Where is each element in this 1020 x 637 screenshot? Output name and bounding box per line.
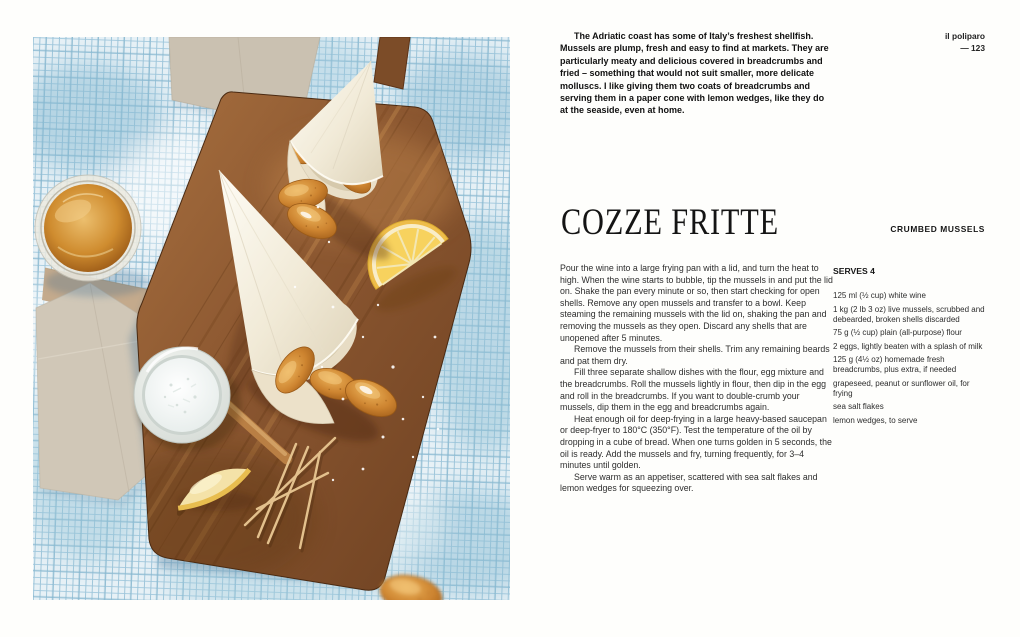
ingredient-item: sea salt flakes (833, 402, 884, 411)
method-paragraph: Serve warm as an appetiser, scattered with sea salt flakes and lemon wedges for squeezing over. (560, 471, 818, 494)
method-paragraph: Remove the mussels from their shells. Trim any remaining beards and pat them dry. (560, 344, 830, 366)
running-head-title: il poliparo (944, 31, 985, 41)
page-number: — 123 (960, 42, 985, 53)
ingredient-item: 1 kg (2 lb 3 oz) live mussels, scrubbed and debearded, broken shells discarded (833, 304, 985, 324)
serves-label: SERVES 4 (833, 266, 875, 276)
ingredients-list (833, 291, 989, 429)
method-steps (560, 263, 833, 495)
recipe-intro: The Adriatic coast has some of Italy’s freshest shellfish. Mussels are plump, fresh and easy to find at markets. They are particularly meaty and delicious covered in breadcrumbs and fried – something that would not suit smaller, more delicate molluscs. I like giving them two coats of breadcrumbs and serving them in a paper cone with lemon wedges, like they do at the seaside, even at home. (560, 31, 829, 116)
method-paragraph: Heat enough oil for deep-frying in a large heavy-based saucepan or deep-fryer to 180°C (350°F). Test the temperature of the oil by dropping in a cube of bread. When one turns golden in 5 seconds, the oil is ready. Add the mussels and fry, turning frequently, for 3–4 minutes until golden. (560, 413, 832, 471)
recipe-photo-illustration (33, 37, 510, 600)
recipe-subtitle: CRUMBED MUSSELS (890, 224, 985, 234)
ingredient-item: 75 g (½ cup) plain (all-purpose) flour (833, 328, 962, 337)
ingredient-item: 125 g (4½ oz) homemade fresh breadcrumbs, plus extra, if needed (833, 355, 957, 374)
recipe-title: COZZE FRITTE (561, 202, 779, 243)
ingredient-item: grapeseed, peanut or sunflower oil, for frying (833, 378, 970, 398)
method-paragraph: Fill three separate shallow dishes with the flour, egg mixture and the breadcrumbs. Roll the mussels lightly in flour, then dip in the egg and roll in the breadcrumbs. If you want to double-crumb your mussels, dip them in the egg and breadcrumbs again. (560, 367, 827, 413)
ingredient-item: 2 eggs, lightly beaten with a splash of milk (833, 341, 983, 351)
ingredient-item: 125 ml (½ cup) white wine (833, 291, 926, 300)
recipe-photo (33, 37, 510, 600)
running-head (945, 31, 985, 54)
method-paragraph: Pour the wine into a large frying pan with a lid, and turn the heat to high. When the wine starts to bubble, tip the mussels in and put the lid on. Shake the pan every minute or so, then start checking for open shells. Remove any open mussels and transfer to a bowl. Keep steaming the remaining mussels with the lid on, shaking the pan and removing the mussels as they open. Discard any shells that are unopened after 5 minutes. (560, 263, 833, 343)
ingredient-item: lemon wedges, to serve (833, 415, 918, 425)
